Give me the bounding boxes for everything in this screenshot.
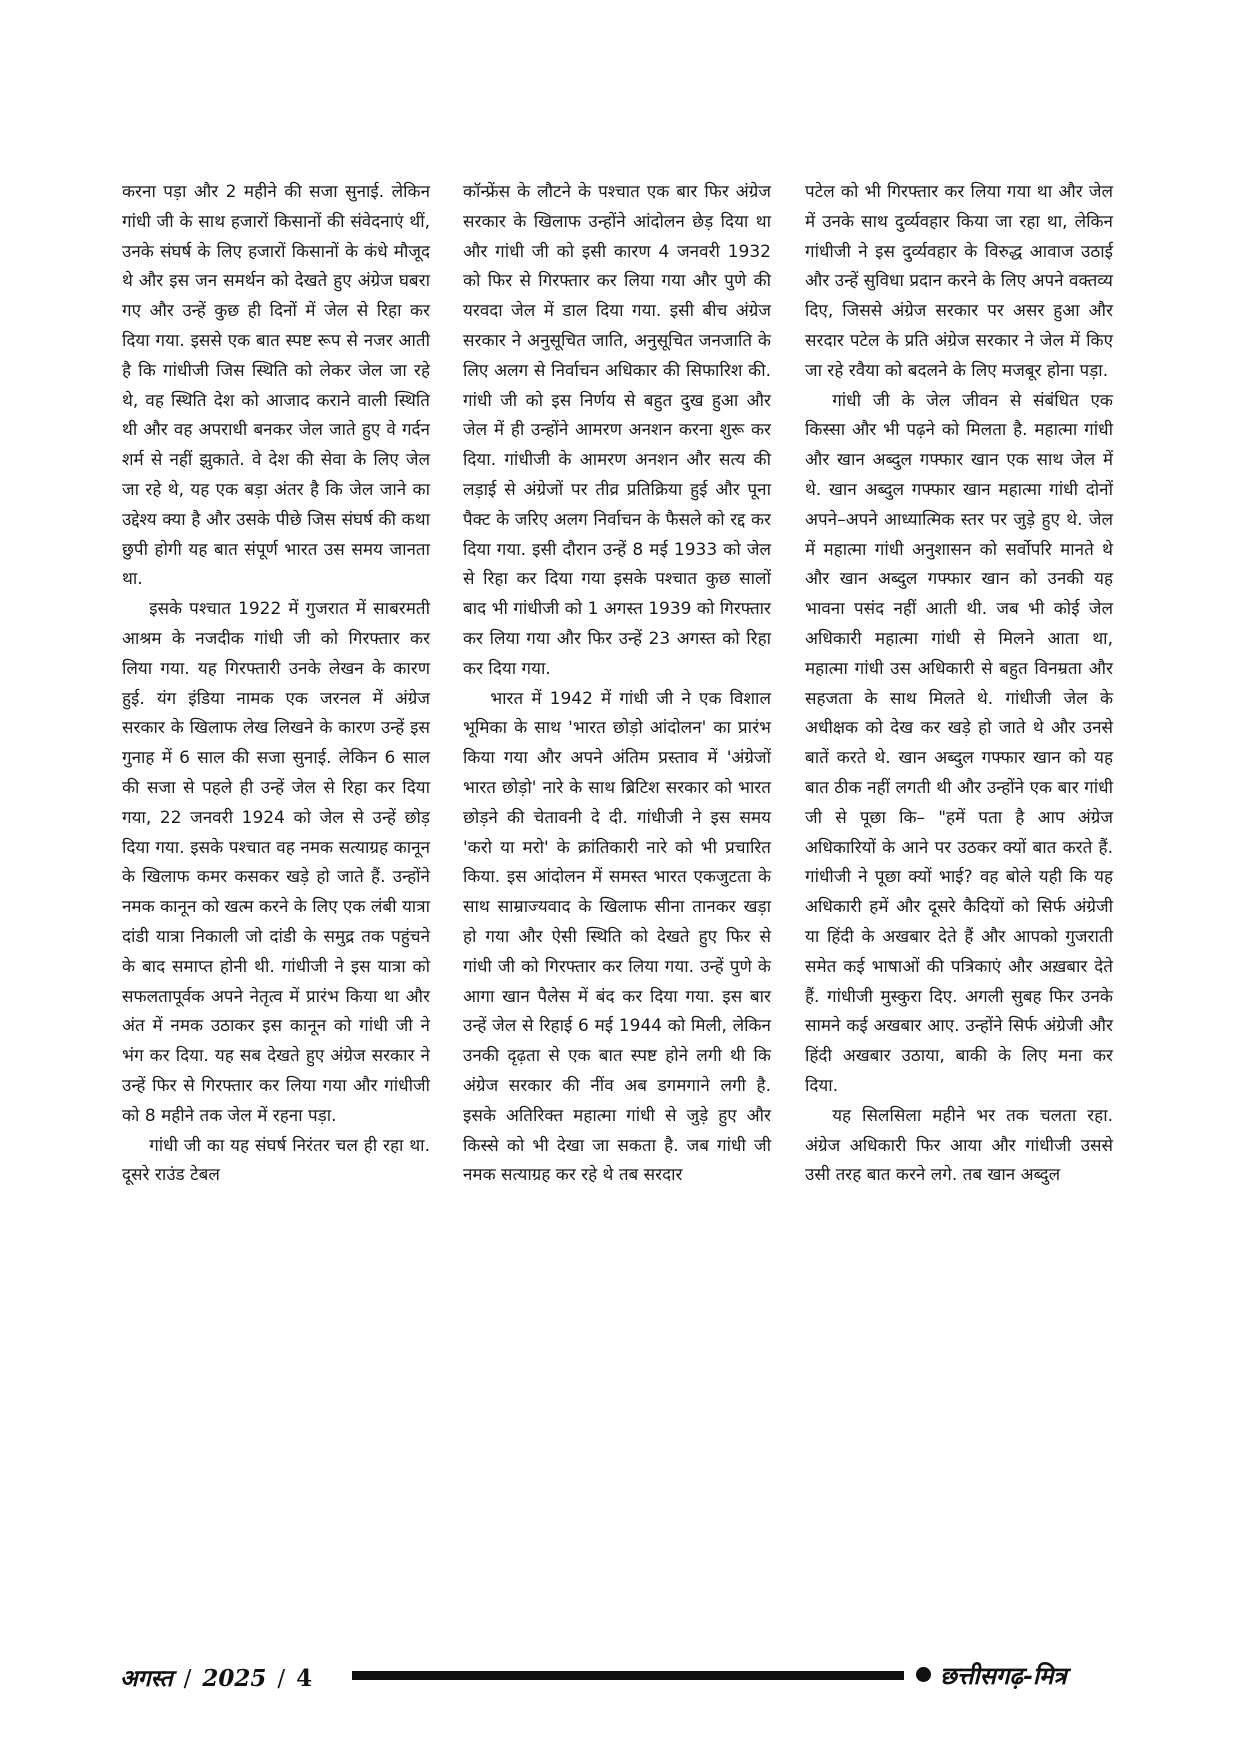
page-number: 4 — [296, 1665, 313, 1692]
page-footer — [112, 1659, 1122, 1695]
paragraph: कॉन्फ्रेंस के लौटने के पश्चात एक बार फिर अंग्रेज सरकार के खिलाफ उन्होंने आंदोलन छेड़ दिया था और गांधी जी को इसी कारण 4 जनवरी 1932 को फिर से गिरफ्तार कर लिया गया और पुणे की यरवदा जेल में डाल दिया गया. इसी बीच अंग्रेज सरकार ने अनुसूचित जाति, अनुसूचित जनजाति के लिए अलग से निर्वाचन अधिकार की सिफारिश की. गांधी जी को इस निर्णय से बहुत दुख हुआ और जेल में ही उन्होंने आमरण अनशन करना शुरू कर दिया. गांधीजी के आमरण अनशन और सत्य की लड़ाई से अंग्रेजों पर तीव्र प्रतिक्रिया हुई और पूना पैक्ट के जरिए अलग निर्वाचन के फैसले को रद्द कर दिया गया. इसी दौरान उन्हें 8 मई 1933 को जेल से रिहा कर दिया गया इसके पश्चात कुछ सालों बाद भी गांधीजी को 1 अगस्त 1939 को गिरफ्तार कर लिया गया और फिर उन्हें 23 अगस्त को रिहा कर दिया गया. — [463, 182, 771, 679]
article-column-1 — [122, 178, 430, 1191]
separator: / — [277, 1666, 286, 1692]
article-column-3 — [805, 178, 1113, 1191]
footer-rule — [352, 1671, 904, 1680]
issue-year: 2025 — [202, 1665, 267, 1692]
separator: / — [183, 1666, 192, 1692]
article-column-2 — [463, 178, 771, 1191]
publication-name: छत्तीसगढ़-मित्र — [940, 1661, 1067, 1690]
bullet-icon — [916, 1667, 931, 1682]
issue-month: अगस्त — [120, 1665, 173, 1692]
paragraph: करना पड़ा और 2 महीने की सजा सुनाई. लेकिन गांधी जी के साथ हजारों किसानों की संवेदनाएं थीं, उनके संघर्ष के लिए हजारों किसानों के कंधे मौजूद थे और इस जन समर्थन को देखते हुए अंग्रेज घबरा गए और उन्हें कुछ ही दिनों में जेल से रिहा कर दिया गया. इससे एक बात स्पष्ट रूप से नजर आती है कि गांधीजी जिस स्थिति को लेकर जेल जा रहे थे, वह स्थिति देश को आजाद कराने वाली स्थिति थी और वह अपराधी बनकर जेल जाते हुए वे गर्दन शर्म से नहीं झुकाते. वे देश की सेवा के लिए जेल जा रहे थे, यह एक बड़ा अंतर है कि जेल जाने का उद्देश्य क्या है और उसके पीछे जिस संघर्ष की कथा छुपी होगी यह बात संपूर्ण भारत उस समय जानता था. — [122, 182, 430, 590]
paragraph: पटेल को भी गिरफ्तार कर लिया गया था और जेल में उनके साथ दुर्व्यवहार किया जा रहा था, लेकिन गांधीजी ने इस दुर्व्यवहार के विरुद्ध आवाज उठाई और उन्हें सुविधा प्रदान करने के लिए अपने वक्तव्य दिए, जिससे अंग्रेज सरकार पर असर हुआ और सरदार पटेल के प्रति अंग्रेज सरकार ने जेल में किए जा रहे रवैया को बदलने के लिए मजबूर होना पड़ा. — [805, 182, 1113, 381]
paragraph: यह सिलसिला महीने भर तक चलता रहा. अंग्रेज अधिकारी फिर आया और गांधीजी उससे उसी तरह बात करने लगे. तब खान अब्दुल — [805, 1105, 1113, 1186]
paragraph: गांधी जी का यह संघर्ष निरंतर चल ही रहा था. दूसरे राउंड टेबल — [122, 1135, 430, 1186]
paragraph: इसके पश्चात 1922 में गुजरात में साबरमती आश्रम के नजदीक गांधी जी को गिरफ्तार कर लिया गया. यह गिरफ्तारी उनके लेखन के कारण हुई. यंग इंडिया नामक एक जरनल में अंग्रेज सरकार के खिलाफ लेख लिखने के कारण उन्हें इस गुनाह में 6 साल की सजा सुनाई. लेकिन 6 साल की सजा से पहले ही उन्हें जेल से रिहा कर दिया गया, 22 जनवरी 1924 को जेल से उन्हें छोड़ दिया गया. इसके पश्चात वह नमक सत्याग्रह कानून के खिलाफ कमर कसकर खड़े हो जाते हैं. उन्होंने नमक कानून को खत्म करने के लिए एक लंबी यात्रा दांडी यात्रा निकाली जो दांडी के समुद्र तक पहुंचने के बाद समाप्त होनी थी. गांधीजी ने इस यात्रा को सफलतापूर्वक अपने नेतृत्व में प्रारंभ किया था और अंत में नमक उठाकर इस कानून को गांधी जी ने भंग कर दिया. यह सब देखते हुए अंग्रेज सरकार ने उन्हें फिर से गिरफ्तार कर लिया गया और गांधीजी को 8 महीने तक जेल में रहना पड़ा. — [122, 599, 430, 1126]
paragraph: भारत में 1942 में गांधी जी ने एक विशाल भूमिका के साथ 'भारत छोड़ो आंदोलन' का प्रारंभ किया गया और अपने अंतिम प्रस्ताव में 'अंग्रेजों भारत छोड़ो' नारे के साथ ब्रिटिश सरकार को भारत छोड़ने की चेतावनी दे दी. गांधीजी ने इस समय 'करो या मरो' के क्रांतिकारी नारे को भी प्रचारित किया. इस आंदोलन में समस्त भारत एकजुटता के साथ साम्राज्यवाद के खिलाफ सीना तानकर खड़ा हो गया और ऐसी स्थिति को देखते हुए फिर से गांधी जी को गिरफ्तार कर लिया गया. उन्हें पुणे के आगा खान पैलेस में बंद कर दिया गया. इस बार उन्हें जेल से रिहाई 6 मई 1944 को मिली, लेकिन उनकी दृढ़ता से एक बात स्पष्ट होने लगी थी कि अंग्रेज सरकार की नींव अब डगमगाने लगी है. इसके अतिरिक्त महात्मा गांधी से जुड़े हुए और किस्से को भी देखा जा सकता है. जब गांधी जी नमक सत्याग्रह कर रहे थे तब सरदार — [463, 688, 771, 1186]
paragraph: गांधी जी के जेल जीवन से संबंधित एक किस्सा और भी पढ़ने को मिलता है. महात्मा गांधी और खान अब्दुल गफ्फार खान एक साथ जेल में थे. खान अब्दुल गफ्फार खान महात्मा गांधी दोनों अपने–अपने आध्यात्मिक स्तर पर जुड़े हुए थे. जेल में महात्मा गांधी अनुशासन को सर्वोपरि मानते थे और खान अब्दुल गफ्फार खान को उनकी यह भावना पसंद नहीं आती थी. जब भी कोई जेल अधिकारी महात्मा गांधी से मिलने आता था, महात्मा गांधी उस अधिकारी से बहुत विनम्रता और सहजता के साथ मिलते थे. गांधीजी जेल के अधीक्षक को देख कर खड़े हो जाते थे और उनसे बातें करते थे. खान अब्दुल गफ्फार खान को यह बात ठीक नहीं लगती थी और उन्होंने एक बार गांधी जी से पूछा कि– "हमें पता है आप अंग्रेज अधिकारियों के आने पर उठकर क्यों बात करते हैं. गांधीजी ने पूछा क्यों भाई? वह बोले यही कि यह अधिकारी हमें और दूसरे कैदियों को सिर्फ अंग्रेजी या हिंदी के अखबार देते हैं और आपको गुजराती समेत कई भाषाओं की पत्रिकाएं और अख़बार देते हैं. गांधीजी मुस्कुरा दिए. अगली सुबह फिर उनके सामने कई अखबार आए. उन्होंने सिर्फ अंग्रेजी और हिंदी अखबार उठाया, बाकी के लिए मना कर दिया. — [805, 390, 1113, 1096]
issue-info — [120, 1661, 312, 1693]
